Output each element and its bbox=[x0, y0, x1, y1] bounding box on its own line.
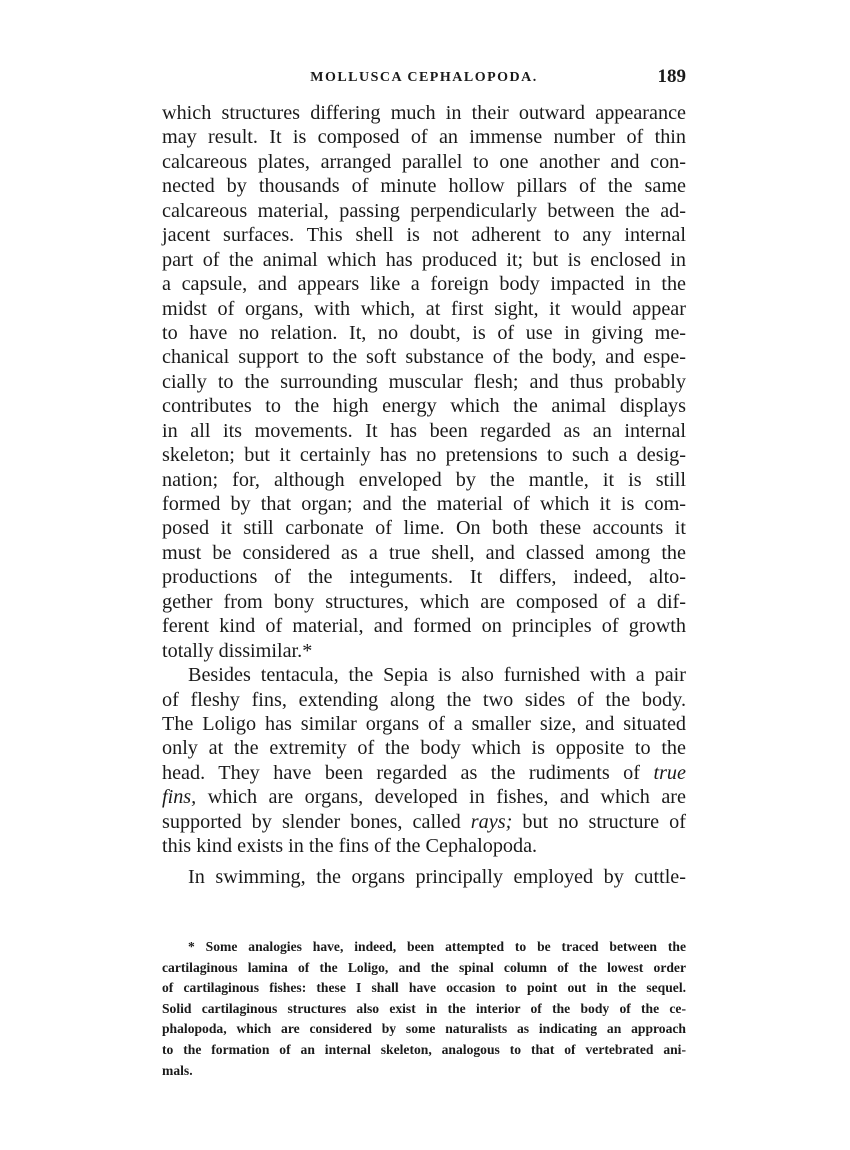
text-line: ferent kind of material, and formed on principles of growth bbox=[162, 615, 686, 638]
text-line: a capsule, and appears like a foreign body impacted in the bbox=[162, 273, 686, 296]
footnote-line: of cartilaginous fishes: these I shall have occasion to point out in the sequel. bbox=[162, 980, 686, 996]
text-line: jacent surfaces. This shell is not adherent to any internal bbox=[162, 224, 686, 247]
italic-text: rays; bbox=[470, 810, 513, 833]
text-line bbox=[162, 761, 686, 785]
text-line: productions of the integuments. It differs, indeed, alto- bbox=[162, 566, 686, 589]
text-line: midst of organs, with which, at first sight, it would appear bbox=[162, 297, 686, 320]
footnote-line: cartilaginous lamina of the Loligo, and the spinal column of the lowest order bbox=[162, 959, 686, 975]
italic-text: fins, bbox=[162, 786, 197, 809]
text-line: only at the extremity of the body which is opposite to the bbox=[162, 737, 686, 760]
text-line: to have no relation. It, no doubt, is of use in giving me- bbox=[162, 321, 686, 344]
footnote-line: to the formation of an internal skeleton, analogous to that of vertebrated ani- bbox=[162, 1041, 686, 1057]
footnote-line: mals. bbox=[162, 1062, 193, 1078]
text-fragment: supported by slender bones, called bbox=[162, 810, 471, 833]
text-line: contributes to the high energy which the animal displays bbox=[162, 395, 686, 418]
footnote-line: * Some analogies have, indeed, been attempted to be traced between the bbox=[188, 939, 686, 954]
footnote-line: Solid cartilaginous structures also exist in the interior of the body of the ce- bbox=[162, 1000, 686, 1016]
text-fragment: which are organs, developed in fishes, and which are bbox=[196, 786, 686, 809]
footnote bbox=[162, 937, 686, 1081]
text-line: which structures differing much in their outward appearance bbox=[162, 102, 686, 124]
text-line: chanical support to the soft substance of the body, and espe- bbox=[162, 346, 686, 369]
text-line: cially to the surrounding muscular flesh; and thus probably bbox=[162, 370, 686, 393]
text-line: must be considered as a true shell, and classed among the bbox=[162, 541, 686, 564]
text-line: of fleshy fins, extending along the two sides of the body. bbox=[162, 688, 686, 711]
text-line: posed it still carbonate of lime. On both these accounts it bbox=[162, 517, 686, 540]
text-line: calcareous plates, arranged parallel to one another and con- bbox=[162, 150, 686, 173]
body-text bbox=[162, 101, 686, 889]
footnote-line: phalopoda, which are considered by some naturalists as indicating an approach bbox=[162, 1021, 686, 1037]
text-line: In swimming, the organs principally employed by cuttle- bbox=[188, 865, 686, 888]
italic-text: true bbox=[653, 761, 686, 784]
text-line: calcareous material, passing perpendicularly between the ad- bbox=[162, 199, 686, 222]
text-line: nected by thousands of minute hollow pillars of the same bbox=[162, 175, 686, 198]
text-line: formed by that organ; and the material of which it is com- bbox=[162, 493, 686, 515]
text-line: The Loligo has similar organs of a smaller size, and situated bbox=[162, 712, 686, 735]
running-head bbox=[162, 66, 686, 90]
text-line: gether from bony structures, which are composed of a dif- bbox=[162, 590, 686, 613]
page-number: 189 bbox=[657, 66, 686, 87]
running-title: MOLLUSCA CEPHALOPODA. bbox=[310, 70, 538, 85]
text-line: totally dissimilar.* bbox=[162, 639, 313, 662]
text-line: may result. It is composed of an immense number of thin bbox=[162, 126, 686, 149]
text-fragment: head. They have been regarded as the rudiments of bbox=[162, 761, 654, 784]
text-line bbox=[162, 810, 686, 834]
text-line: in all its movements. It has been regarded as an internal bbox=[162, 419, 686, 442]
text-line: part of the animal which has produced it; but is enclosed in bbox=[162, 248, 686, 271]
text-line: Besides tentacula, the Sepia is also furnished with a pair bbox=[188, 664, 686, 687]
text-line: nation; for, although enveloped by the mantle, it is still bbox=[162, 468, 686, 491]
text-line bbox=[162, 785, 686, 809]
text-fragment: but no structure of bbox=[512, 810, 687, 833]
text-line: skeleton; but it certainly has no pretensions to such a desig- bbox=[162, 444, 686, 467]
text-line: this kind exists in the fins of the Cephalopoda. bbox=[162, 835, 538, 858]
